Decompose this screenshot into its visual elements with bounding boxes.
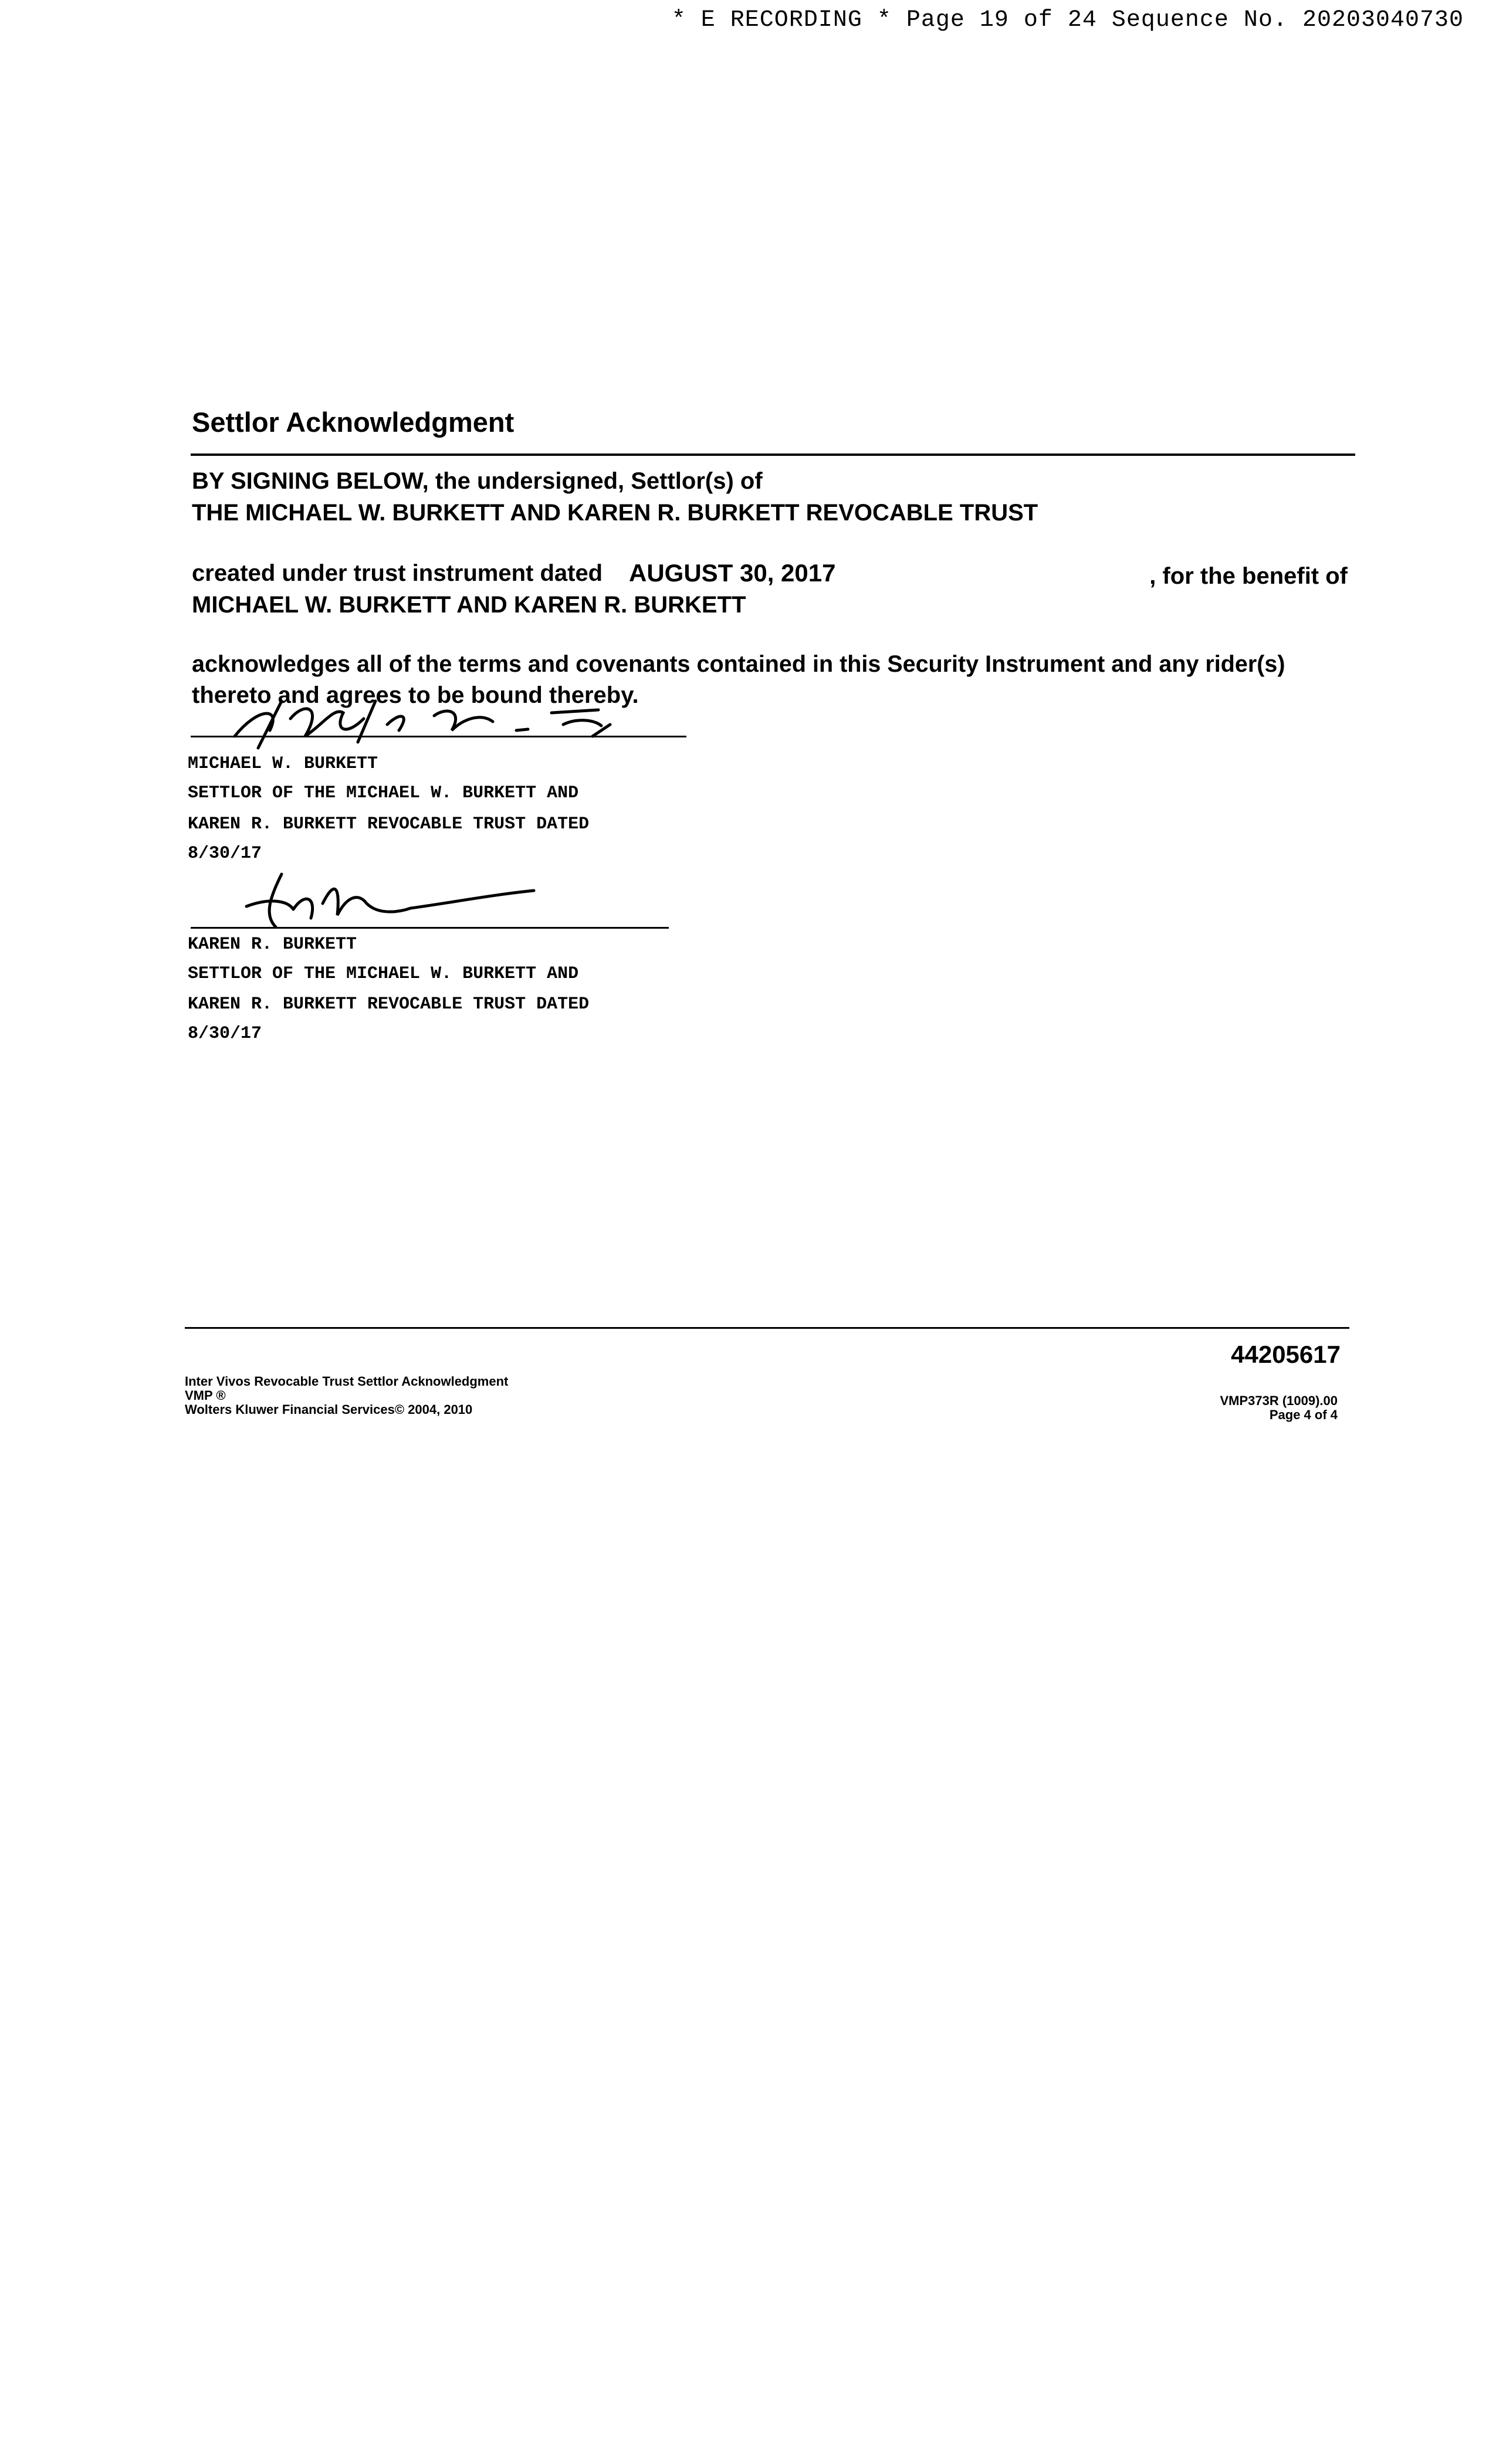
acknowledgment-line-1: acknowledges all of the terms and covenants contained in this Security Instrument and any rider(s) bbox=[192, 651, 1285, 677]
signatory-2-title-line1: SETTLOR OF THE MICHAEL W. BURKETT AND bbox=[188, 964, 579, 984]
footer-form-name: Inter Vivos Revocable Trust Settlor Acknowledgment bbox=[185, 1374, 509, 1389]
benefit-label: , for the benefit of bbox=[1149, 563, 1348, 589]
loan-number: 44205617 bbox=[1231, 1341, 1341, 1368]
signatory-1-title-line1: SETTLOR OF THE MICHAEL W. BURKETT AND bbox=[188, 783, 579, 803]
signatory-1-name: MICHAEL W. BURKETT bbox=[188, 754, 378, 774]
title-rule bbox=[191, 453, 1355, 456]
signatory-1-date: 8/30/17 bbox=[188, 844, 262, 864]
trust-name: THE MICHAEL W. BURKETT AND KAREN R. BURKETT REVOCABLE TRUST bbox=[192, 500, 1038, 526]
footer-page-of: Page 4 of 4 bbox=[1269, 1407, 1338, 1422]
signature-line-1 bbox=[191, 736, 686, 737]
signatory-2-date: 8/30/17 bbox=[188, 1024, 262, 1044]
footer-rule bbox=[185, 1327, 1349, 1329]
signature-michael bbox=[188, 683, 692, 754]
signatory-2-title-line2: KAREN R. BURKETT REVOCABLE TRUST DATED bbox=[188, 994, 590, 1014]
acknowledgment-line-2: thereto and agrees to be bound thereby. bbox=[192, 682, 639, 708]
signing-intro-rest: the undersigned, Settlor(s) of bbox=[428, 468, 763, 494]
footer-publisher: Wolters Kluwer Financial Services© 2004, 2010 bbox=[185, 1402, 473, 1417]
document-title: Settlor Acknowledgment bbox=[192, 407, 515, 438]
signing-intro bbox=[192, 468, 763, 495]
signature-karen bbox=[223, 862, 551, 933]
signatory-1-title-line2: KAREN R. BURKETT REVOCABLE TRUST DATED bbox=[188, 814, 590, 834]
signature-line-2 bbox=[191, 927, 669, 929]
trust-date: AUGUST 30, 2017 bbox=[629, 559, 836, 587]
recording-header: * E RECORDING * Page 19 of 24 Sequence No. 20203040730 bbox=[671, 7, 1464, 33]
signing-intro-lead: BY SIGNING BELOW, bbox=[192, 468, 429, 494]
footer-vmp: VMP ® bbox=[185, 1388, 226, 1403]
beneficiaries: MICHAEL W. BURKETT AND KAREN R. BURKETT bbox=[192, 592, 746, 618]
created-label: created under trust instrument dated bbox=[192, 560, 603, 586]
footer-form-code: VMP373R (1009).00 bbox=[1220, 1393, 1338, 1408]
signatory-2-name: KAREN R. BURKETT bbox=[188, 935, 357, 955]
